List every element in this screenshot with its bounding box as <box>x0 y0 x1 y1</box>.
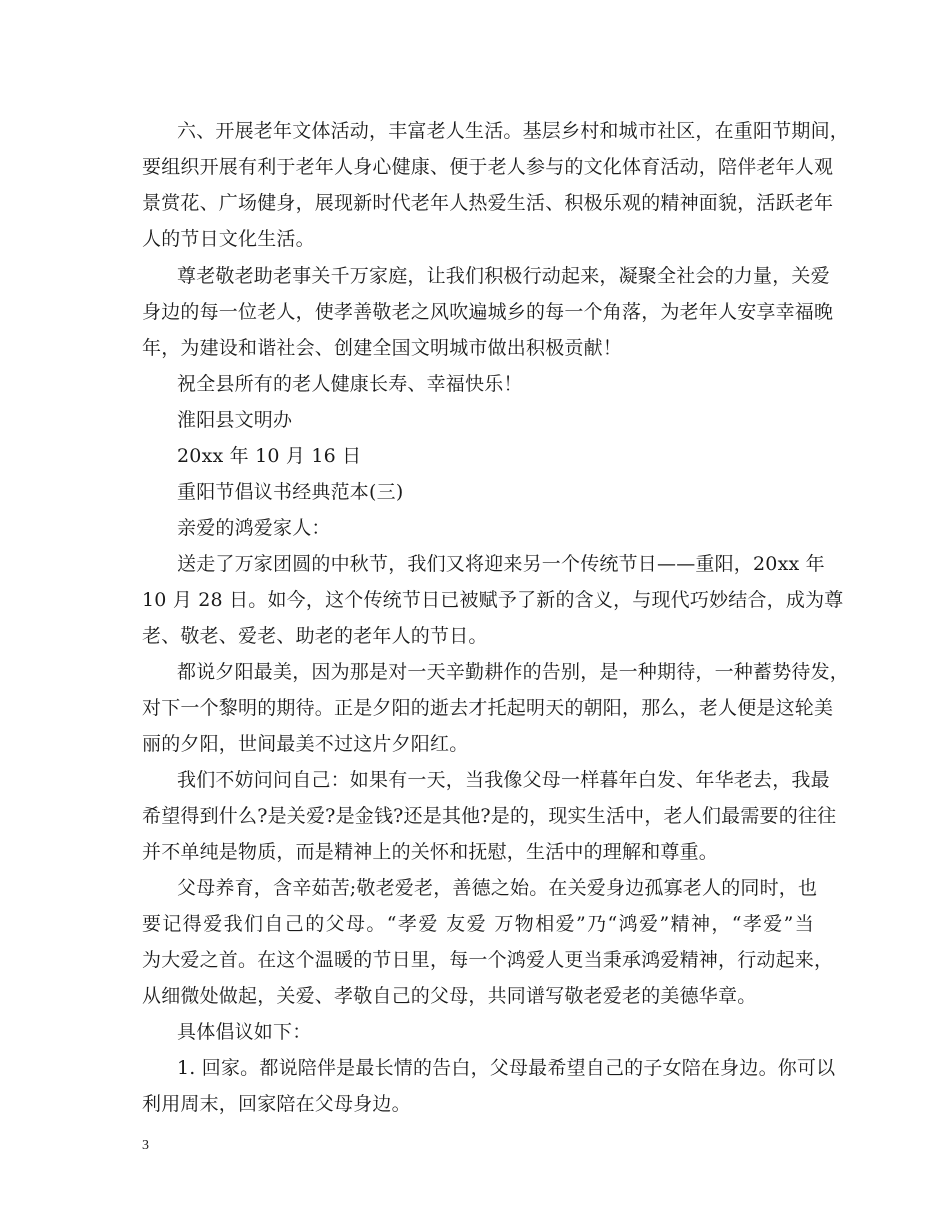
text-line: 要记得爱我们自己的父母。“孝爱 友爱 万物相爱”乃“鸿爱”精神，“孝爱”当 <box>142 913 814 935</box>
text-line: 并不单纯是物质，而是精神上的关怀和抚慰，生活中的理解和尊重。 <box>142 841 719 863</box>
text-line: 年，为建设和谐社会、创建全国文明城市做出积极贡献！ <box>142 337 623 359</box>
text-line: 祝全县所有的老人健康长寿、幸福快乐！ <box>177 373 523 395</box>
text-line: 六、开展老年文体活动，丰富老人生活。基层乡村和城市社区，在重阳节期间， <box>177 120 850 142</box>
text-line: 都说夕阳最美，因为那是对一天辛勤耕作的告别，是一种期待，一种蓄势待发， <box>177 661 850 683</box>
salutation: 亲爱的鸿爱家人： <box>177 517 331 539</box>
text-line: 丽的夕阳，世间最美不过这片夕阳红。 <box>142 733 469 755</box>
text-line: 人的节日文化生活。 <box>142 228 315 250</box>
text-line: 景赏花、广场健身，展现新时代老年人热爱生活、积极乐观的精神面貌，活跃老年 <box>142 192 834 214</box>
text-line: 1. 回家。都说陪伴是最长情的告白，父母最希望自己的子女陪在身边。你可以 <box>177 1057 836 1079</box>
text-line: 我们不妨问问自己：如果有一天，当我像父母一样暮年白发、年华老去，我最 <box>177 769 830 791</box>
text-line: 利用周末，回家陪在父母身边。 <box>142 1093 411 1115</box>
text-line: 送走了万家团圆的中秋节，我们又将迎来另一个传统节日——重阳，20xx 年 <box>177 553 825 575</box>
signature-line: 淮阳县文明办 <box>177 409 293 431</box>
page-number: 3 <box>142 1138 149 1153</box>
text-line: 具体倡议如下： <box>177 1021 312 1043</box>
text-line: 希望得到什么?是关爱?是金钱?还是其他?是的，现实生活中，老人们最需要的往往 <box>142 805 837 827</box>
text-line: 为大爱之首。在这个温暖的节日里，每一个鸿爱人更当秉承鸿爱精神，行动起来， <box>142 949 834 971</box>
text-line: 父母养育，含辛茹苦;敬老爱老，善德之始。在关爱身边孤寡老人的同时，也 <box>177 877 818 899</box>
text-line: 要组织开展有利于老年人身心健康、便于老人参与的文化体育活动，陪伴老年人观 <box>142 156 834 178</box>
text-line: 尊老敬老助老事关千万家庭，让我们积极行动起来，凝聚全社会的力量，关爱 <box>177 265 830 287</box>
text-line: 10 月 28 日。如今，这个传统节日已被赋予了新的含义，与现代巧妙结合，成为尊 <box>142 589 844 611</box>
text-line: 身边的每一位老人，使孝善敬老之风吹遍城乡的每一个角落，为老年人安享幸福晚 <box>142 301 834 323</box>
section-title: 重阳节倡议书经典范本(三) <box>177 481 404 503</box>
text-line: 从细微处做起，关爱、孝敬自己的父母，共同谱写敬老爱老的美德华章。 <box>142 985 757 1007</box>
text-line: 对下一个黎明的期待。正是夕阳的逝去才托起明天的朝阳，那么，老人便是这轮美 <box>142 697 834 719</box>
date-line: 20xx 年 10 月 16 日 <box>177 445 362 467</box>
text-line: 老、敬老、爱老、助老的老年人的节日。 <box>142 625 488 647</box>
